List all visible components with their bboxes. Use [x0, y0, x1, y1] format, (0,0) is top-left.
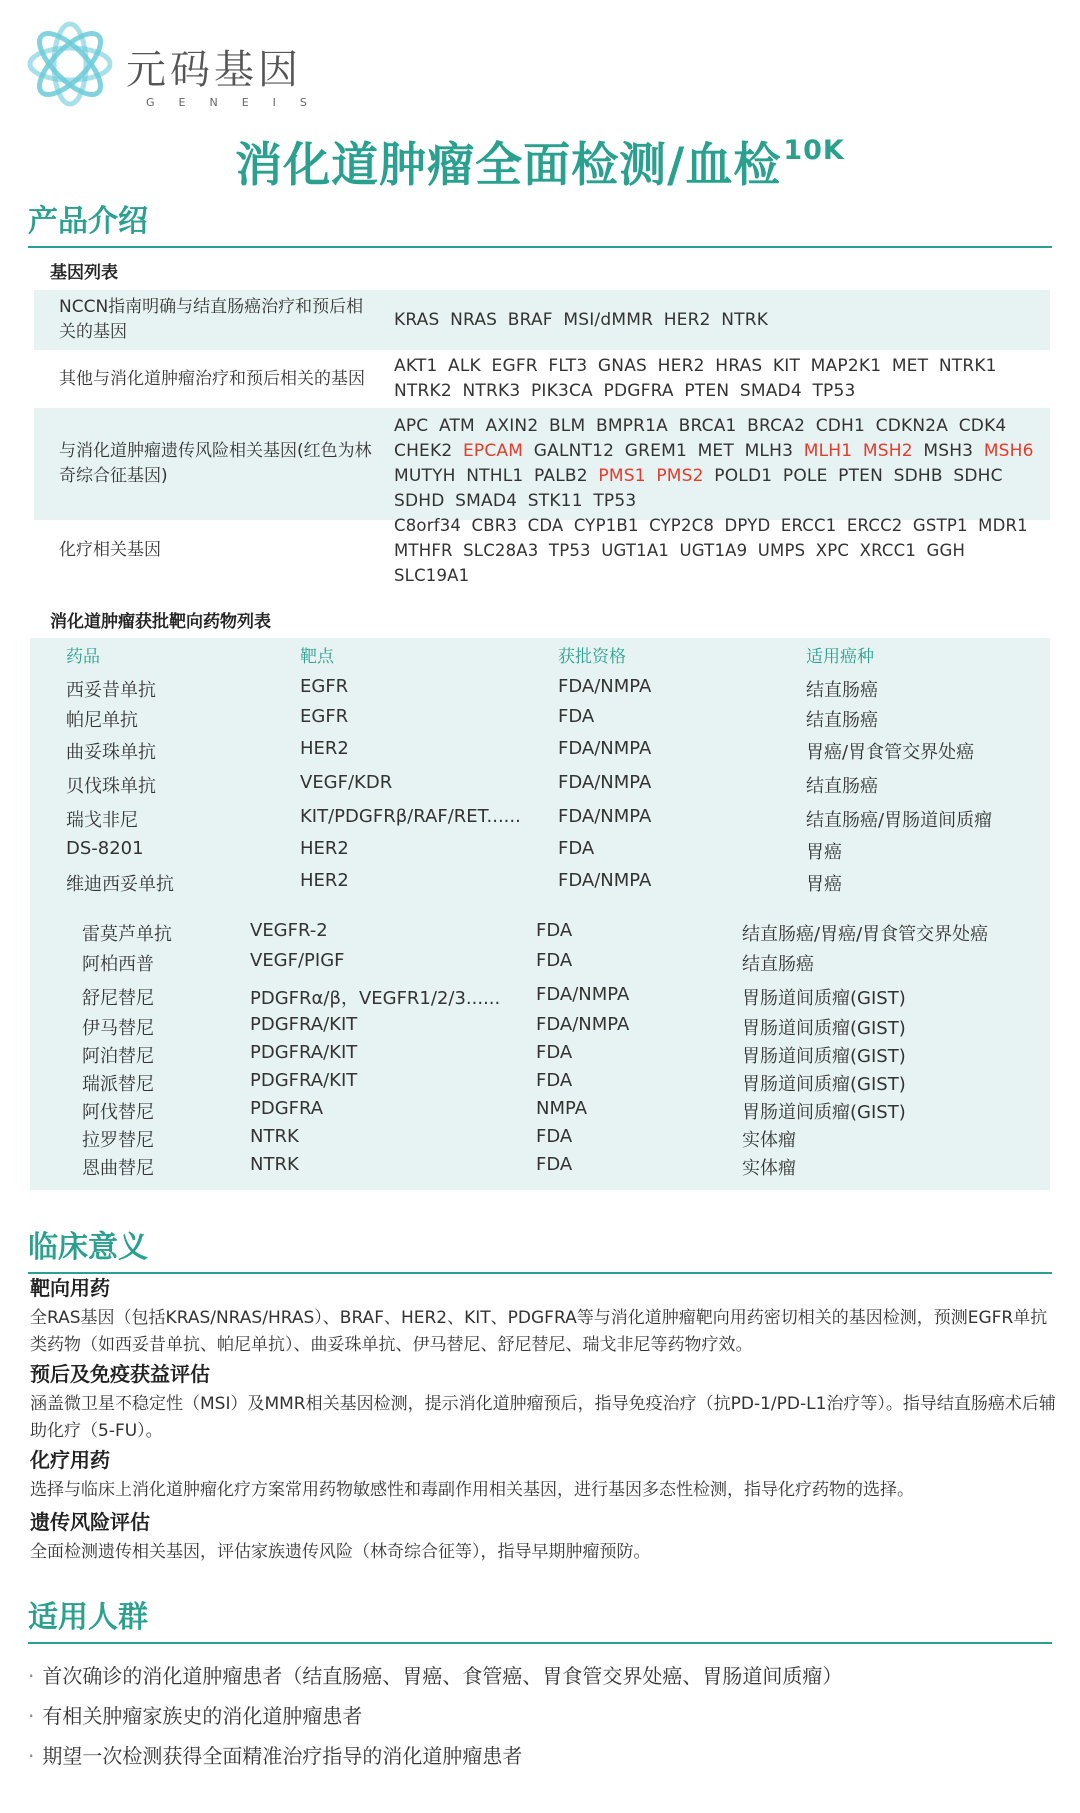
gene-row [34, 408, 1050, 520]
drug-name: 阿伐替尼 [82, 1102, 154, 1123]
gene-category: NCCN指南明确与结直肠癌治疗和预后相关的基因 [59, 297, 364, 342]
column-header: 适用癌种 [806, 647, 874, 667]
drug-row [30, 806, 1050, 836]
gene-name-text: MUTYH NTHL1 PALB2 [394, 466, 599, 486]
drug-name: 雷莫芦单抗 [82, 924, 172, 945]
gene-names [374, 513, 1050, 588]
drug-indication: 结直肠癌 [806, 680, 878, 701]
clinical-item-title: 遗传风险评估 [30, 1510, 150, 1534]
gene-name-text: APC ATM AXIN2 BLM BMPR1A BRCA1 BRCA2 CDH1 CDKN2A CDK4 CHEK2 [394, 416, 1007, 461]
drug-target: PDGFRA [250, 1098, 324, 1119]
drug-target: NTRK [250, 1126, 299, 1147]
column-header: 药品 [66, 647, 100, 667]
drug-approval: FDA/NMPA [558, 676, 652, 697]
drug-indication: 胃肠道间质瘤(GIST) [742, 1102, 906, 1123]
drug-indication: 胃癌 [806, 874, 842, 895]
population-item [28, 1660, 842, 1689]
genes-logo-icon [22, 18, 118, 110]
drug-indication: 实体瘤 [742, 1130, 796, 1151]
drug-indication: 结直肠癌/胃癌/胃食管交界处癌 [742, 924, 989, 945]
drug-target: NTRK [250, 1154, 299, 1175]
drug-name: 瑞派替尼 [82, 1074, 154, 1095]
lynch-gene-name: PMS1 [598, 466, 646, 486]
drug-name: 拉罗替尼 [82, 1130, 154, 1151]
gene-names [374, 354, 1050, 404]
section-product-intro: 产品介绍 [28, 196, 1052, 248]
logo-english-name: GENEIS [146, 96, 331, 109]
drug-table-header [30, 642, 1050, 672]
gene-row [34, 290, 1050, 350]
drug-name: 贝伐珠单抗 [66, 776, 156, 797]
drug-target: PDGFRA/KIT [250, 1014, 358, 1035]
drug-table [30, 638, 1050, 1190]
drug-name: 阿泊替尼 [82, 1046, 154, 1067]
drug-row [30, 920, 1050, 950]
gene-row [34, 515, 1050, 585]
drug-approval: FDA/NMPA [536, 984, 630, 1005]
gene-category: 与消化道肿瘤遗传风险相关基因(红色为林奇综合征基因) [59, 441, 372, 486]
clinical-item-text: 选择与临床上消化道肿瘤化疗方案常用药物敏感性和毒副作用相关基因，进行基因多态性检测，指导化疗药物的选择。 [30, 1480, 914, 1500]
drug-indication: 结直肠癌 [806, 710, 878, 731]
drug-name: 维迪西妥单抗 [66, 874, 174, 895]
clinical-item [30, 1358, 1060, 1445]
population-item [28, 1700, 362, 1729]
lynch-gene-name: MLH1 [803, 441, 853, 461]
drug-indication: 胃肠道间质瘤(GIST) [742, 1074, 906, 1095]
drug-row [30, 1098, 1050, 1128]
drug-indication: 胃癌 [806, 842, 842, 863]
drug-indication: 胃肠道间质瘤(GIST) [742, 1018, 906, 1039]
gene-name-text: MSH3 [912, 441, 984, 461]
drug-approval: NMPA [536, 1098, 588, 1119]
drug-name: DS-8201 [66, 838, 144, 859]
drug-target: HER2 [300, 870, 349, 891]
clinical-item [30, 1272, 1060, 1359]
drug-approval: FDA [536, 1070, 573, 1091]
drug-indication: 胃肠道间质瘤(GIST) [742, 1046, 906, 1067]
drug-name: 帕尼单抗 [66, 710, 138, 731]
population-text: 期望一次检测获得全面精准治疗指导的消化道肿瘤患者 [42, 1744, 523, 1768]
drug-target: PDGFRA/KIT [250, 1070, 358, 1091]
drug-approval: FDA [536, 1042, 573, 1063]
logo-chinese-name: 元码基因 [126, 47, 302, 93]
lynch-gene-name: MSH6 [983, 441, 1034, 461]
clinical-item-text: 全RAS基因（包括KRAS/NRAS/HRAS）、BRAF、HER2、KIT、PDGFRA等与消化道肿瘤靶向用药密切相关的基因检测，预测EGFR单抗类药物（如西妥昔单抗、帕尼单抗）、曲妥珠单抗、伊马替尼、舒尼替尼、瑞戈非尼等药物疗效。 [30, 1308, 1048, 1355]
drug-row [30, 1042, 1050, 1072]
drug-row [30, 772, 1050, 802]
drug-row [30, 1070, 1050, 1100]
column-header: 获批资格 [558, 647, 626, 667]
drug-approval: FDA [536, 1126, 573, 1147]
drug-approval: FDA/NMPA [558, 772, 652, 793]
clinical-item-text: 涵盖微卫星不稳定性（MSI）及MMR相关基因检测，提示消化道肿瘤预后，指导免疫治疗（抗PD-1/PD-L1治疗等）。指导结直肠癌术后辅助化疗（5-FU）。 [30, 1394, 1056, 1441]
gene-name-text: GALNT12 GREM1 MET MLH3 [523, 441, 804, 461]
drug-list-heading: 消化道肿瘤获批靶向药物列表 [50, 612, 271, 632]
drug-row [30, 838, 1050, 868]
drug-row [30, 1014, 1050, 1044]
page-title: 消化道肿瘤全面检测/血检$^{10K}$ [235, 135, 845, 193]
drug-approval: FDA [536, 950, 573, 971]
drug-target: VEGF/KDR [300, 772, 393, 793]
section-clinical-significance: 临床意义 [28, 1222, 1052, 1274]
population-text: 首次确诊的消化道肿瘤患者（结直肠癌、胃癌、食管癌、胃食管交界处癌、胃肠道间质瘤） [42, 1664, 843, 1688]
lynch-gene-name: EPCAM [462, 441, 524, 461]
clinical-item [30, 1444, 1060, 1504]
drug-name: 舒尼替尼 [82, 988, 154, 1009]
clinical-item-title: 靶向用药 [30, 1276, 110, 1300]
gene-category: 化疗相关基因 [59, 539, 161, 560]
population-text: 有相关肿瘤家族史的消化道肿瘤患者 [42, 1704, 363, 1728]
drug-row [30, 1154, 1050, 1184]
clinical-item-title: 化疗用药 [30, 1448, 110, 1472]
lynch-gene-name: PMS2 [656, 466, 704, 486]
gene-list-table [34, 290, 1050, 585]
clinical-item-text: 全面检测遗传相关基因，评估家族遗传风险（林奇综合征等），指导早期肿瘤预防。 [30, 1542, 651, 1562]
drug-approval: FDA/NMPA [558, 738, 652, 759]
drug-approval: FDA [536, 1154, 573, 1175]
gene-name-text [646, 466, 657, 486]
gene-name-text: AKT1 ALK EGFR FLT3 GNAS HER2 HRAS KIT MAP2K1 MET NTRK1 NTRK2 NTRK3 PIK3CA PDGFRA PTEN SMAD4 TP53 [394, 356, 997, 401]
drug-row [30, 950, 1050, 980]
drug-row [30, 984, 1050, 1014]
drug-indication: 实体瘤 [742, 1158, 796, 1179]
drug-target: HER2 [300, 738, 349, 759]
drug-indication: 胃癌/胃食管交界处癌 [806, 742, 975, 763]
drug-row [30, 706, 1050, 736]
drug-name: 西妥昔单抗 [66, 680, 156, 701]
drug-target: VEGF/PIGF [250, 950, 345, 971]
drug-name: 恩曲替尼 [82, 1158, 154, 1179]
company-logo [22, 18, 331, 110]
gene-name-text [852, 441, 863, 461]
column-header: 靶点 [300, 647, 334, 667]
drug-name: 阿柏西普 [82, 954, 154, 975]
bullet-icon: · [28, 1704, 35, 1728]
drug-approval: FDA [558, 706, 595, 727]
drug-row [30, 738, 1050, 768]
lynch-gene-name: MSH2 [862, 441, 913, 461]
drug-name: 伊马替尼 [82, 1018, 154, 1039]
drug-approval: FDA/NMPA [536, 1014, 630, 1035]
gene-names [374, 308, 1050, 333]
gene-names [374, 414, 1050, 514]
gene-name-text: KRAS NRAS BRAF MSI/dMMR HER2 NTRK [394, 309, 769, 330]
drug-approval: FDA [558, 838, 595, 859]
drug-indication: 胃肠道间质瘤(GIST) [742, 988, 906, 1009]
gene-list-heading: 基因列表 [50, 263, 118, 283]
drug-target: PDGFRα/β，VEGFR1/2/3...... [250, 988, 501, 1009]
drug-row [30, 1126, 1050, 1156]
bullet-icon: · [28, 1744, 35, 1768]
drug-target: HER2 [300, 838, 349, 859]
drug-name: 瑞戈非尼 [66, 810, 138, 831]
drug-indication: 结直肠癌/胃肠道间质瘤 [806, 810, 993, 831]
drug-name: 曲妥珠单抗 [66, 742, 156, 763]
drug-target: PDGFRA/KIT [250, 1042, 358, 1063]
section-target-population: 适用人群 [28, 1592, 1052, 1644]
drug-approval: FDA/NMPA [558, 806, 652, 827]
drug-target: KIT/PDGFRβ/RAF/RET...... [300, 806, 521, 827]
drug-row [30, 870, 1050, 900]
clinical-item-title: 预后及免疫获益评估 [30, 1362, 210, 1386]
gene-name-text: C8orf34 CBR3 CDA CYP1B1 CYP2C8 DPYD ERCC1 ERCC2 GSTP1 MDR1 MTHFR SLC28A3 TP53 UGT1A1 UGT1A9 UMPS XPC XRCC1 GGH SLC19A1 [394, 515, 1028, 585]
drug-target: EGFR [300, 706, 349, 727]
drug-indication: 结直肠癌 [806, 776, 878, 797]
drug-target: VEGFR-2 [250, 920, 328, 941]
drug-target: EGFR [300, 676, 349, 697]
bullet-icon: · [28, 1664, 35, 1688]
population-item [28, 1740, 522, 1769]
drug-approval: FDA [536, 920, 573, 941]
clinical-item [30, 1506, 1060, 1566]
gene-name-text: POLD1 POLE PTEN SDHB SDHC SDHD SMAD4 STK11 TP53 [394, 466, 1003, 511]
drug-indication: 结直肠癌 [742, 954, 814, 975]
gene-category: 其他与消化道肿瘤治疗和预后相关的基因 [59, 368, 365, 389]
drug-row [30, 676, 1050, 706]
gene-row [34, 350, 1050, 408]
title-superscript: 10K [783, 135, 845, 166]
drug-approval: FDA/NMPA [558, 870, 652, 891]
